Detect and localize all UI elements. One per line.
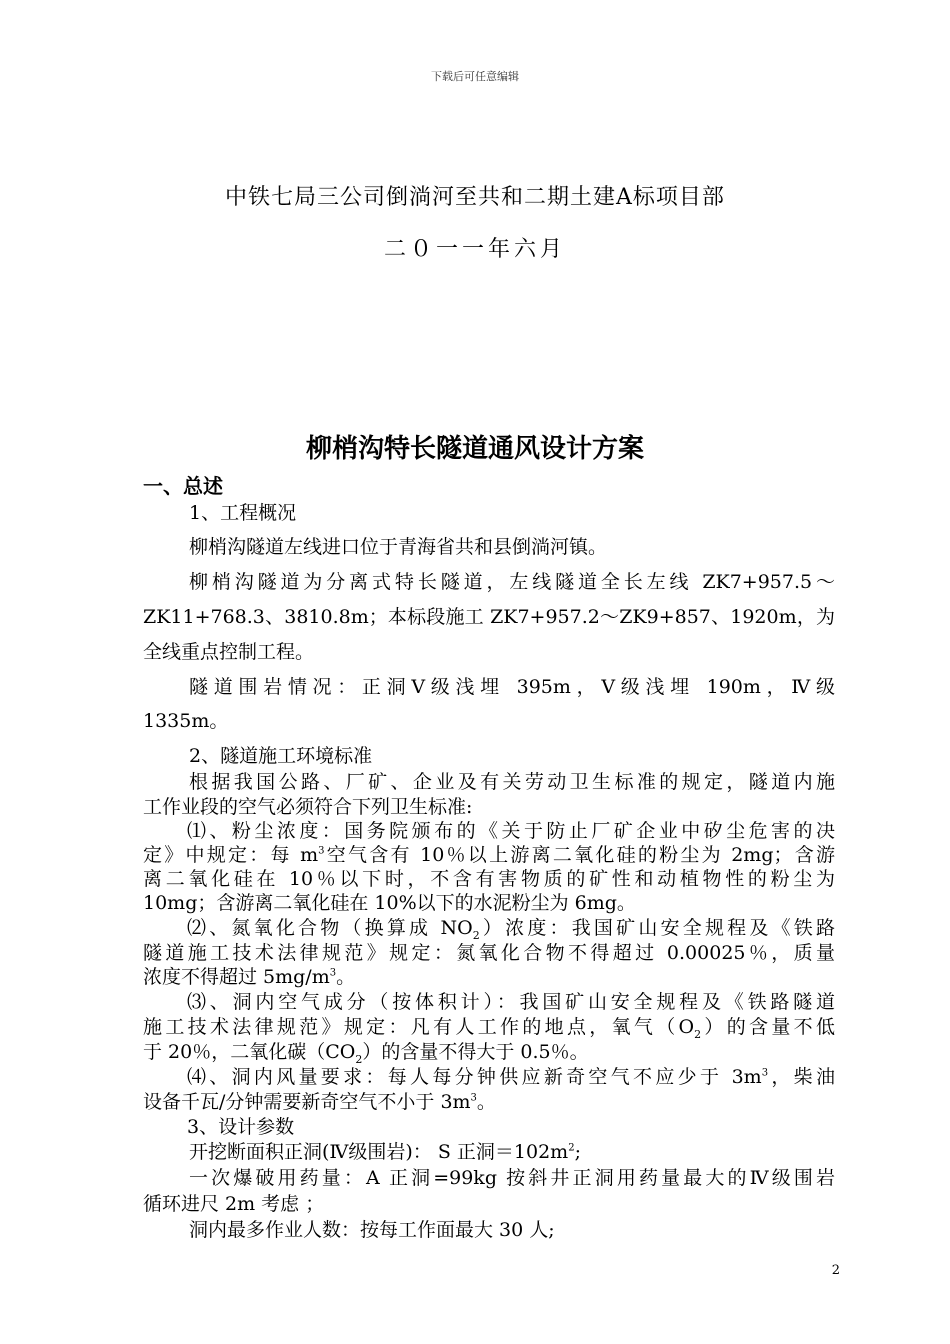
paragraph-line: 施工技术法律规范》规定：凡有人工作的地点，氧气$(O_2)$的含量不低 <box>143 1016 835 1041</box>
paragraph-line: ZK11+768.3、3810.8m；本标段施工 ZK7+957.2～ZK9+857、1920m，为 <box>143 606 835 628</box>
paragraph-line: 隧道施工技术法律规范》规定：氮氧化合物不得超过 0.00025％，质量 <box>143 942 835 964</box>
paragraph-line: ⑷、洞内风量要求：每人每分钟供应新奇空气不应少于 $3m^3$，柴油 <box>187 1066 835 1088</box>
paragraph-line: 洞内最多作业人数：按每工作面最大 30 人; <box>189 1219 555 1241</box>
paragraph-line: 一次爆破用药量：A 正洞=99kg 按斜井正洞用药量最大的Ⅳ级围岩 <box>189 1167 835 1189</box>
subsection-heading: 2、隧道施工环境标准 <box>189 745 373 767</box>
paragraph-line: 10mg；含游离二氧化硅在 10%以下的水泥粉尘为 6mg。 <box>143 892 636 914</box>
paragraph-line: 开挖断面积正洞(Ⅳ级围岩)： S 正洞$=102m^2$; <box>189 1141 581 1163</box>
paragraph-line: ⑶、洞内空气成分（按体积计）：我国矿山安全规程及《铁路隧道 <box>187 991 835 1013</box>
header-note: 下载后可任意编辑 <box>431 70 519 83</box>
paragraph-line: 全线重点控制工程。 <box>143 641 315 663</box>
paragraph-line: 柳梢沟隧道左线进口位于青海省共和县倒淌河镇。 <box>189 536 608 558</box>
organization-name: 中铁七局三公司倒淌河至共和二期土建A标项目部 <box>225 185 725 210</box>
paragraph-line: 工作业段的空气必须符合下列卫生标准: <box>143 796 473 818</box>
paragraph-line: 设备千瓦/分钟需要新奇空气不小于 $3m^3$。 <box>143 1091 496 1113</box>
paragraph-line: ⑵、氮氧化合物（换算成 $NO_2$）浓度：我国矿山安全规程及《铁路 <box>187 917 835 942</box>
paragraph-line: 循环进尺 2m 考虑 ； <box>143 1193 325 1215</box>
paragraph-line: 隧道围岩情况：正洞Ⅴ级浅埋 395m，Ⅴ级浅埋 190m，Ⅳ级 <box>189 676 835 698</box>
paragraph-line: 根据我国公路、厂矿、企业及有关劳动卫生标准的规定，隧道内施 <box>189 771 835 793</box>
section-heading: 一、总述 <box>143 474 223 498</box>
paragraph-line: 1335m。 <box>143 710 229 732</box>
paragraph-line: ⑴、粉尘浓度：国务院颁布的《关于防止厂矿企业中矽尘危害的决 <box>187 820 835 842</box>
subsection-heading: 3、设计参数 <box>187 1116 295 1138</box>
paragraph-line: 浓度不得超过 $5mg/m^3$。 <box>143 966 356 988</box>
paragraph-line: 柳梢沟隧道为分离式特长隧道，左线隧道全长左线 ZK7+957.5～ <box>189 571 835 593</box>
paragraph-line: 定》中规定：每 $m^3$空气含有 10％以上游离二氧化硅的粉尘为 2mg；含游 <box>143 844 835 866</box>
subsection-heading: 1、工程概况 <box>189 502 297 524</box>
document-title: 柳梢沟特长隧道通风设计方案 <box>305 434 644 464</box>
page-number: 2 <box>831 1263 840 1278</box>
document-date: 二０一一年六月 <box>383 237 566 262</box>
paragraph-line: 离二氧化硅在 10％以下时，不含有害物质的矿性和动植物性的粉尘为 <box>143 868 835 890</box>
paragraph-line: 于 20％，二氧化碳$(CO_2)$的含量不得大于 0.5％。 <box>143 1041 589 1066</box>
